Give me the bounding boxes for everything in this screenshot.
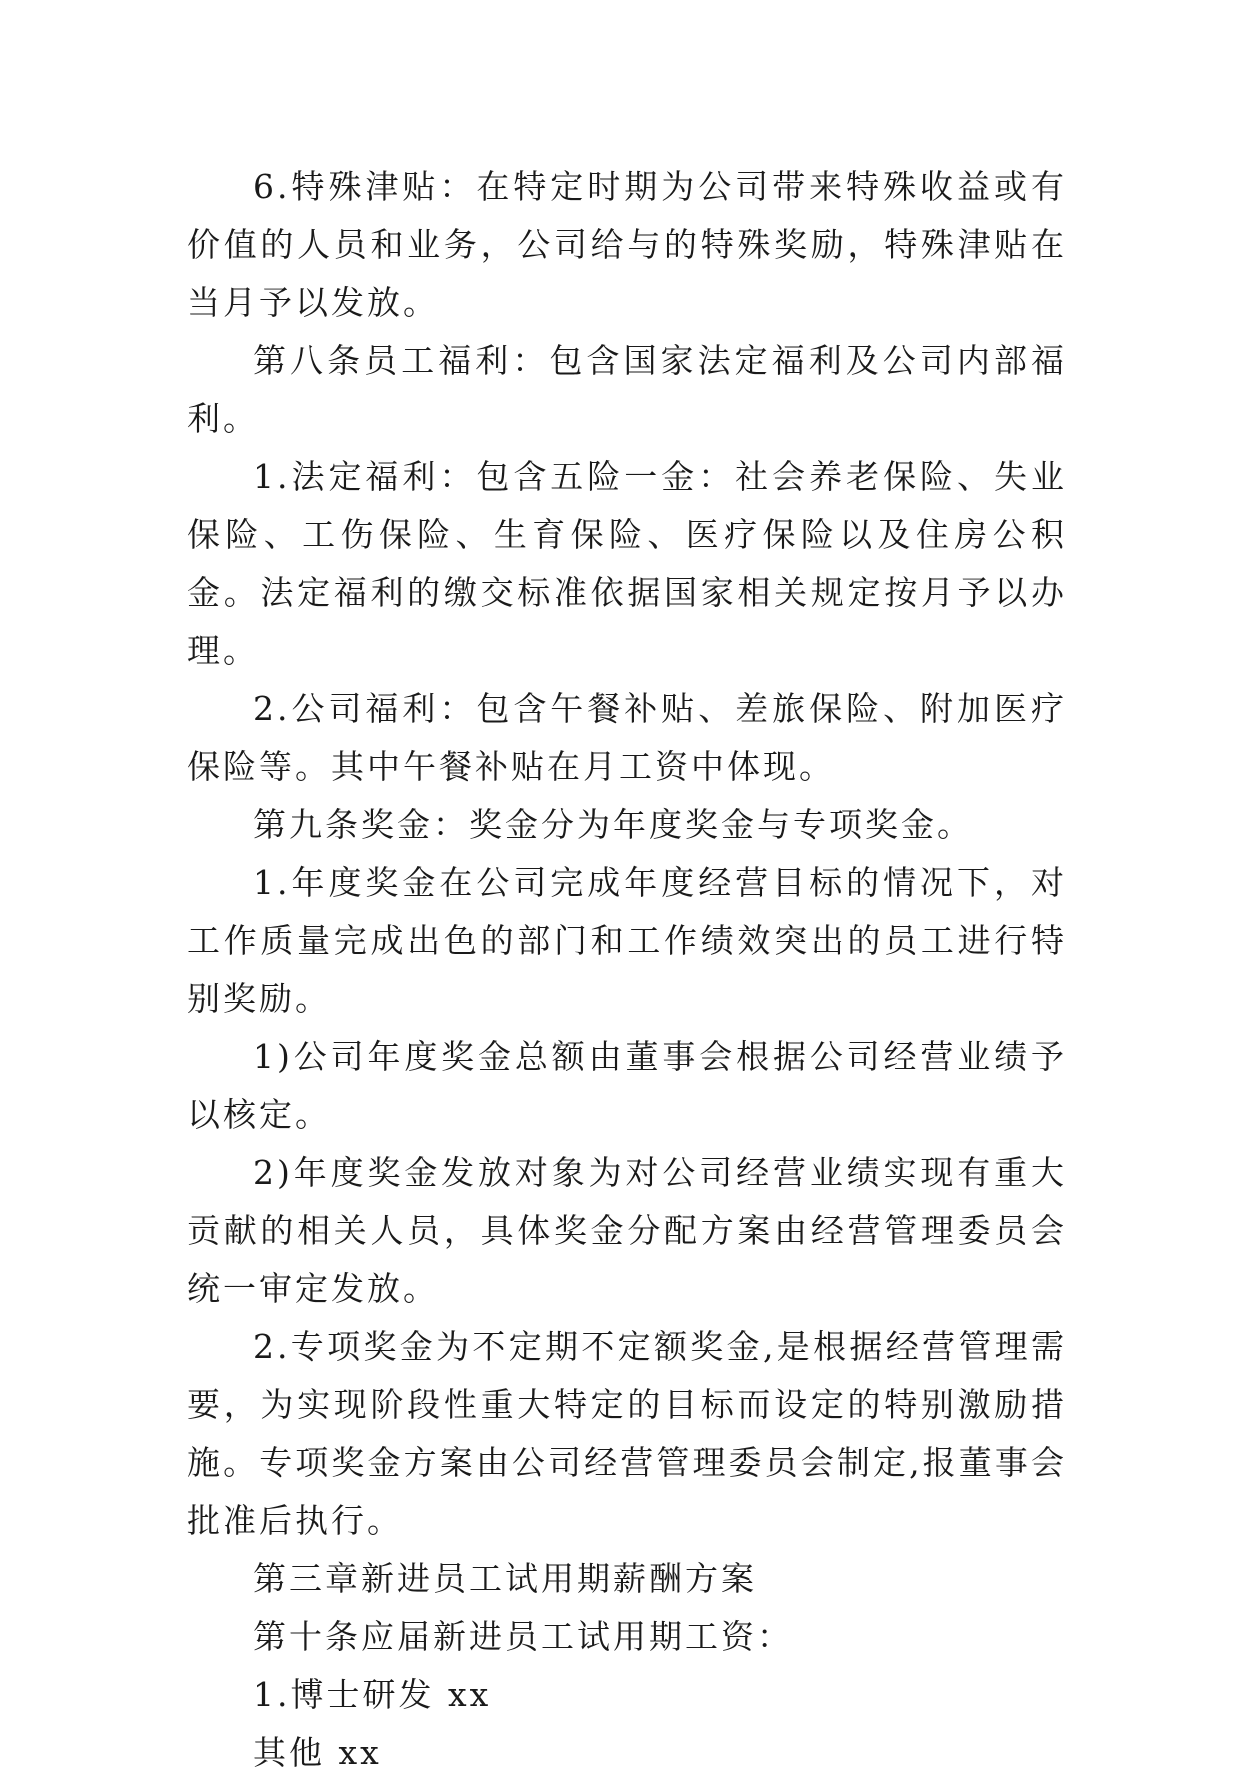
paragraph-annual-bonus-recipients: 2)年度奖金发放对象为对公司经营业绩实现有重大贡献的相关人员，具体奖金分配方案由经营管理委员会统一审定发放。 bbox=[187, 1153, 1067, 1308]
document-body bbox=[187, 158, 1067, 1782]
paragraph-special-bonus: 2.专项奖金为不定期不定额奖金,是根据经营管理需要，为实现阶段性重大特定的目标而设定的特别激励措施。专项奖金方案由公司经营管理委员会制定,报董事会批准后执行。 bbox=[187, 1327, 1067, 1540]
paragraph-annual-bonus: 1.年度奖金在公司完成年度经营目标的情况下，对工作质量完成出色的部门和工作绩效突出的员工进行特别奖励。 bbox=[187, 863, 1067, 1018]
paragraph-article-9-heading: 第九条奖金：奖金分为年度奖金与专项奖金。 bbox=[253, 805, 973, 844]
paragraph-article-8-heading: 第八条员工福利：包含国家法定福利及公司内部福利。 bbox=[187, 341, 1067, 438]
paragraph-article-10-heading: 第十条应届新进员工试用期工资： bbox=[253, 1617, 793, 1656]
paragraph-annual-bonus-total: 1)公司年度奖金总额由董事会根据公司经营业绩予以核定。 bbox=[187, 1037, 1067, 1134]
paragraph-statutory-welfare: 1.法定福利：包含五险一金：社会养老保险、失业保险、工伤保险、生育保险、医疗保险以及住房公积金。法定福利的缴交标准依据国家相关规定按月予以办理。 bbox=[187, 457, 1067, 670]
paragraph-other-salary: 其他 xx bbox=[253, 1733, 382, 1772]
paragraph-phd-rd-salary: 1.博士研发 xx bbox=[253, 1675, 492, 1714]
paragraph-company-welfare: 2.公司福利：包含午餐补贴、差旅保险、附加医疗保险等。其中午餐补贴在月工资中体现。 bbox=[187, 689, 1067, 786]
chapter-3-heading: 第三章新进员工试用期薪酬方案 bbox=[253, 1559, 757, 1598]
paragraph-special-allowance: 6.特殊津贴：在特定时期为公司带来特殊收益或有价值的人员和业务，公司给与的特殊奖励，特殊津贴在当月予以发放。 bbox=[187, 167, 1067, 322]
